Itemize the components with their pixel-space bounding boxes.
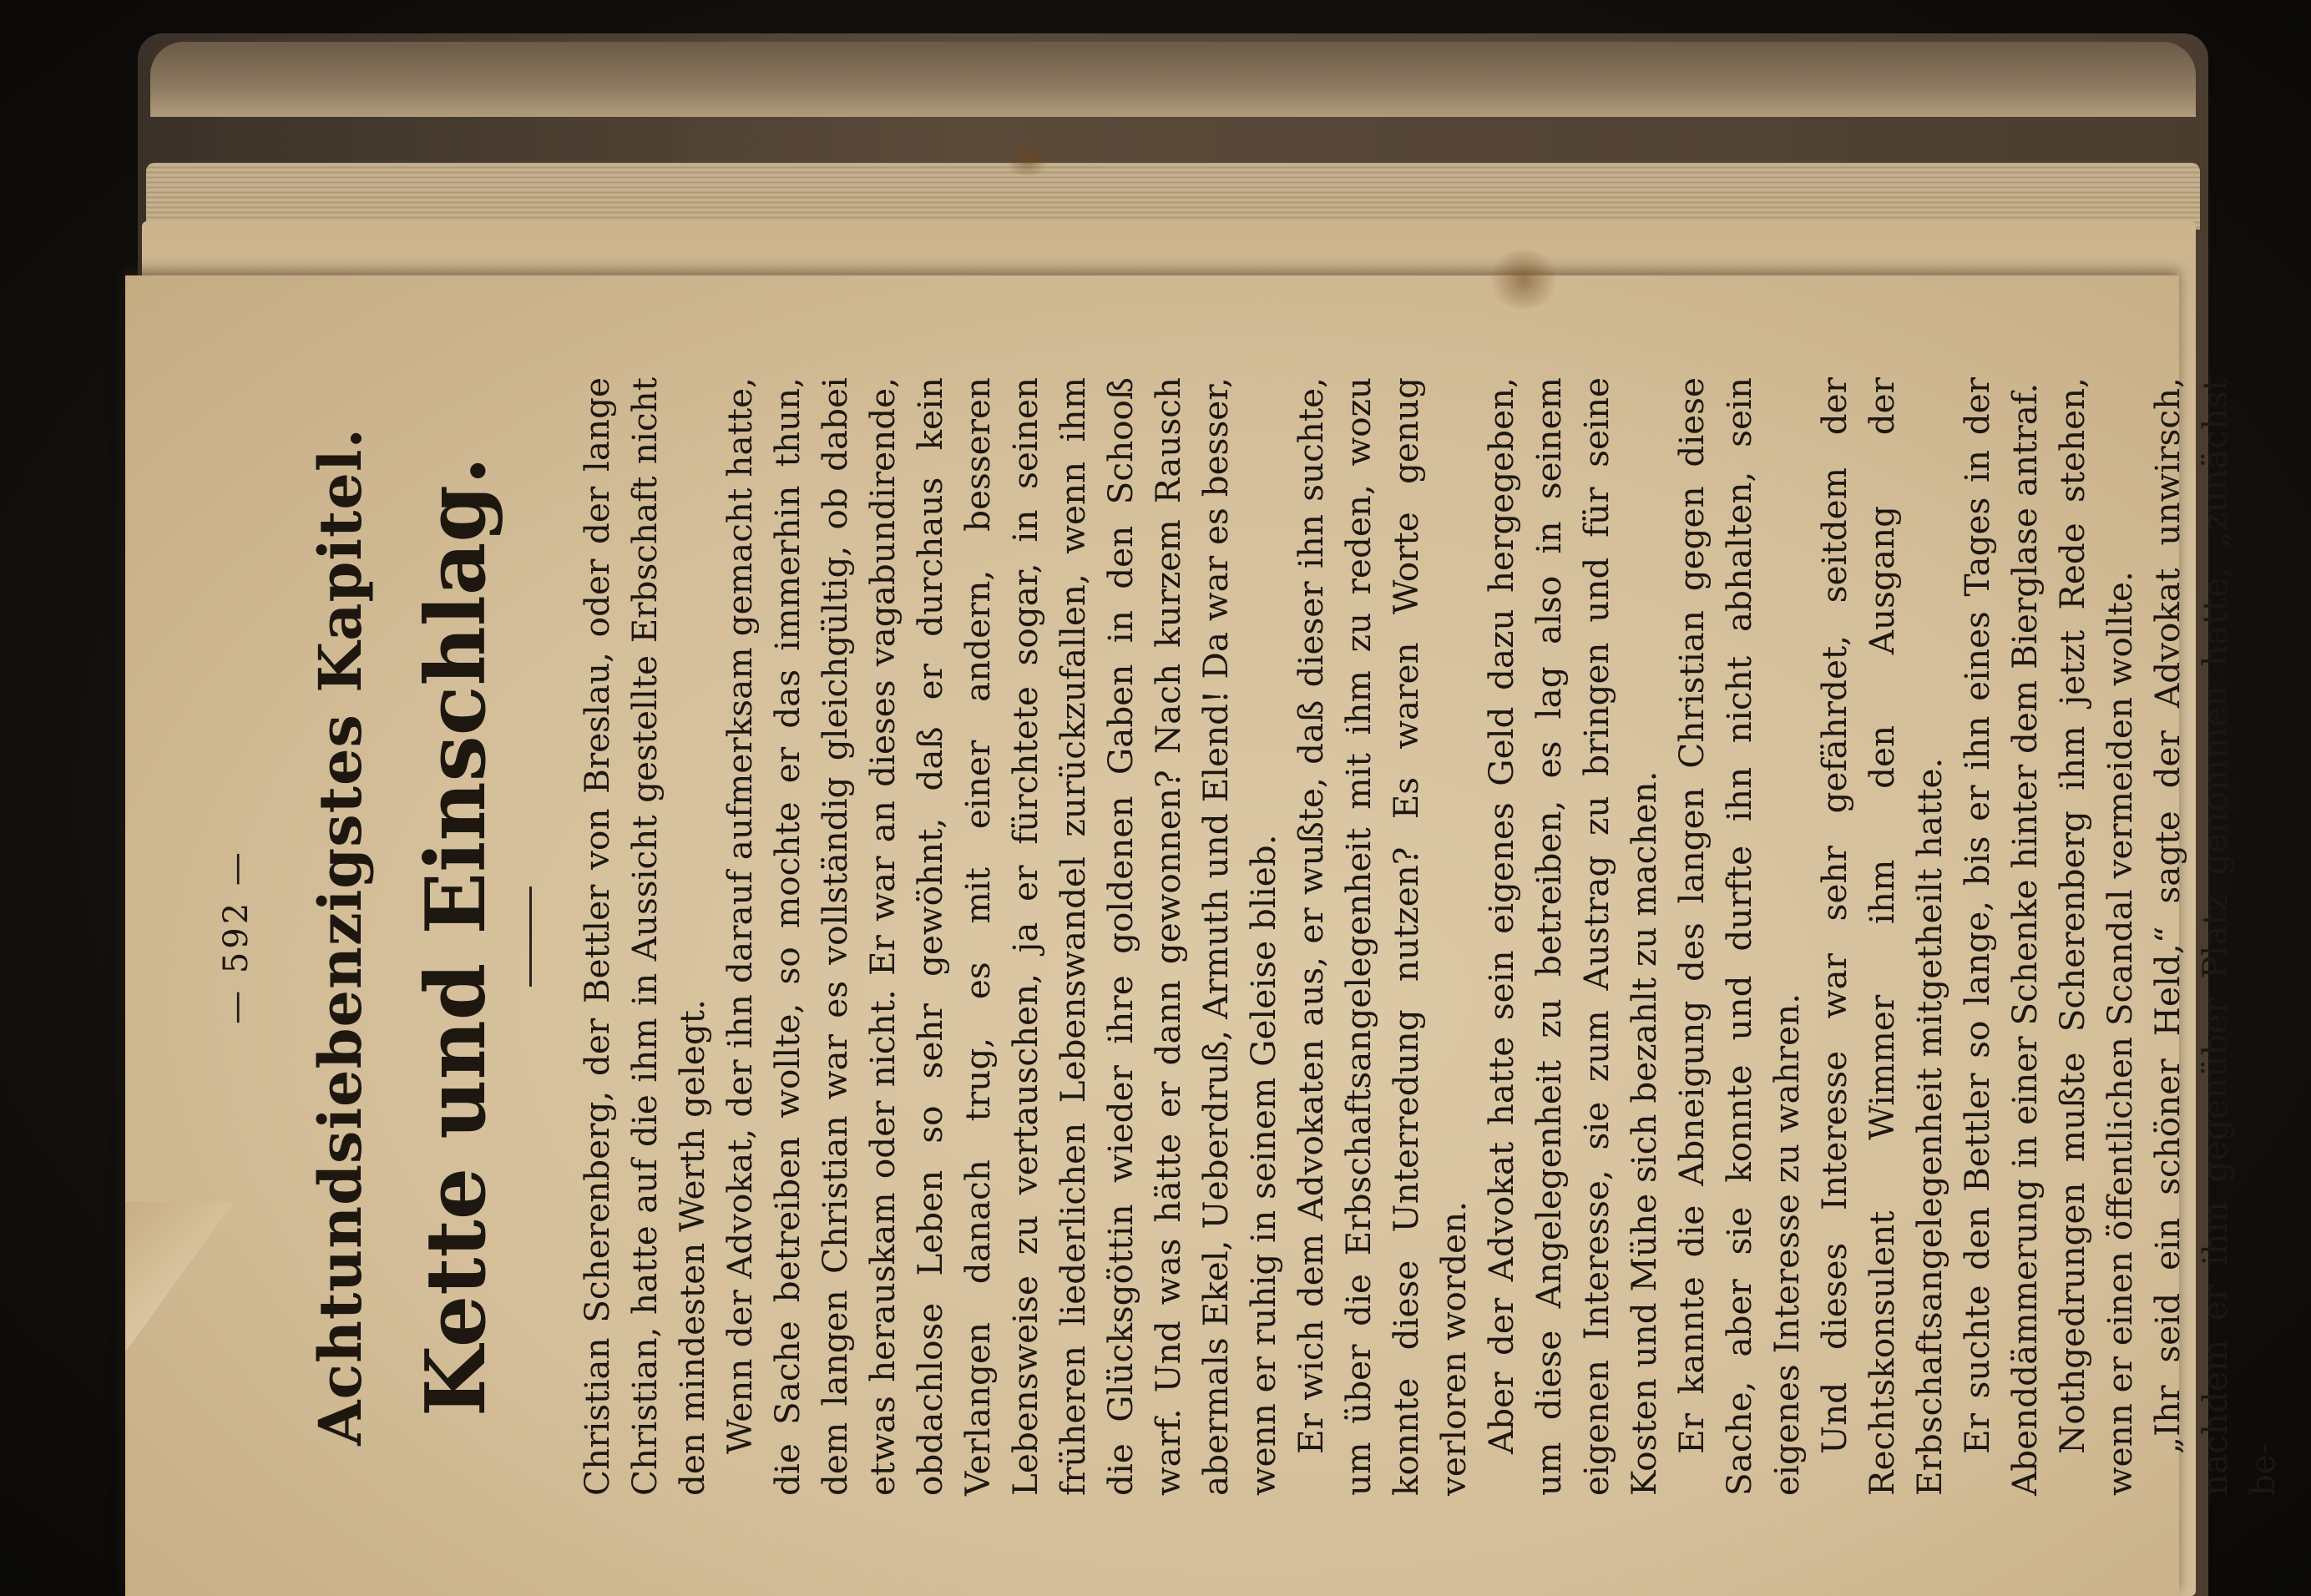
paragraph: Er wich dem Advokaten aus, er wußte, daß dieser ihn suchte, um über die Erbschaftsangelegenheit mit ihm zu reden, wozu konnte diese Unterredung nutzen? Es waren Worte genug verloren worden. (1291, 377, 1474, 1496)
title-rule (529, 886, 532, 987)
paragraph: Nothgedrungen mußte Scherenberg ihm jetzt Rede stehen, wenn er einen öffentlichen Scandal vermeiden wollte. (2052, 377, 2140, 1496)
chapter-heading: Achtundsiebenzigstes Kapitel. (306, 427, 375, 1446)
page-content (217, 377, 2287, 1496)
paragraph: Aber der Advokat hatte sein eigenes Geld dazu hergegeben, um diese Angelegenheit zu betreiben, es lag also in seinem eigenen Interesse, sie zum Austrag zu bringen und für seine Kosten und Mühe sich bezahlt zu machen. (1481, 377, 1664, 1496)
paragraph: Wenn der Advokat, der ihn darauf aufmerksam gemacht hatte, die Sache betreiben wollte, so mochte er das immerhin thun, dem langen Christian war es vollständig gleichgültig, ob dabei etwas herauskam oder nicht. Er war an dieses vagabundirende, obdachlose Leben so sehr gewöhnt, daß er durchaus kein Verlangen danach trug, es mit einer andern, besseren Lebensweise zu vertauschen, ja er fürchtete sogar, in seinen früheren liederlichen Lebenswandel zurückzufallen, wenn ihm die Glücksgöttin wieder ihre goldenen Gaben in den Schooß warf. Und was hätte er dann gewonnen? Nach kurzem Rausch abermals Ekel, Ueberdruß, Armuth und Elend! Da war es besser, wenn er ruhig in seinem Geleise blieb. (720, 377, 1283, 1496)
chapter-title: Kette und Einschlag. (408, 456, 504, 1417)
page-text-rotated (125, 275, 2283, 1596)
paragraph: „Ihr seid ein schöner Held,“ sagte der Advokat unwirsch, nachdem er ihm gegenüber Platz genommen hatte, „zunächst be- (2147, 377, 2283, 1496)
page-number: — 592 — (217, 849, 255, 1024)
page-edges (146, 163, 2200, 230)
paragraph: Christian Scherenberg, der Bettler von Breslau, oder der lange Christian, hatte auf die ihm in Aussicht gestellte Erbschaft nicht den mindesten Werth gelegt. (577, 377, 712, 1496)
stain (1486, 250, 1561, 309)
paragraph: Er suchte den Bettler so lange, bis er ihn eines Tages in der Abenddämmerung in einer Schenke hinter dem Bierglase antraf. (1957, 377, 2045, 1496)
book-top-edge (150, 42, 2196, 117)
paragraph: Und dieses Interesse war sehr gefährdet, seitdem der Rechtskonsulent Wimmer ihm den Ausgang der Erbschaftsangelegenheit mitgetheilt hatte. (1814, 377, 1949, 1496)
stain (1002, 142, 1052, 175)
paragraph: Er kannte die Abneigung des langen Christian gegen diese Sache, aber sie konnte und durfte ihn nicht abhalten, sein eigenes Interesse zu wahren. (1671, 377, 1807, 1496)
